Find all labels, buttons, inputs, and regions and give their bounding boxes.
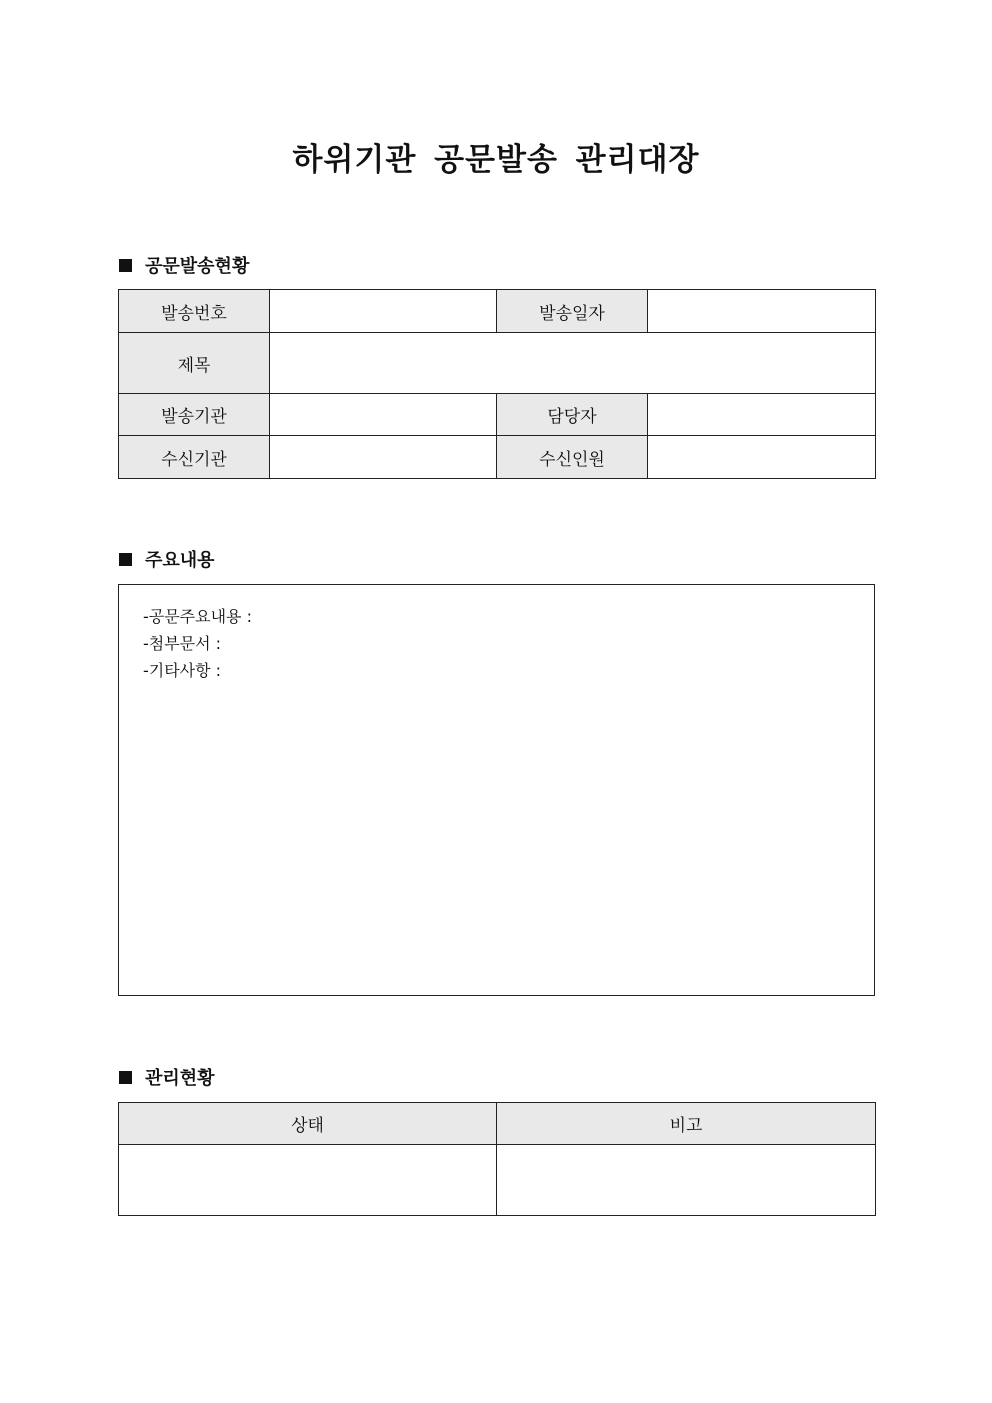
subject-field[interactable] [270,333,876,394]
manager-label: 담당자 [497,394,648,436]
dispatch-table [118,289,876,479]
content-line-attachment: -첨부문서 : [143,634,222,653]
status-column-header: 상태 [119,1103,497,1145]
section-heading-dispatch [119,253,249,277]
content-lines [143,603,252,684]
square-bullet-icon [119,259,132,272]
subject-label: 제목 [119,333,270,394]
receiver-org-field[interactable] [270,436,497,479]
square-bullet-icon [119,1071,132,1084]
content-box[interactable] [118,584,875,996]
manager-field[interactable] [648,394,876,436]
document-title: 하위기관 공문발송 관리대장 [292,142,700,178]
send-no-label: 발송번호 [119,290,270,333]
management-table [118,1102,876,1216]
square-bullet-icon [119,553,132,566]
table-row [119,1103,876,1145]
table-row [119,1145,876,1216]
content-line-etc: -기타사항 : [143,661,222,680]
table-row [119,333,876,394]
receiver-count-field[interactable] [648,436,876,479]
section-heading-text: 공문발송현황 [145,256,250,277]
section-heading-content [119,547,215,571]
sender-org-label: 발송기관 [119,394,270,436]
sender-org-field[interactable] [270,394,497,436]
receiver-org-label: 수신기관 [119,436,270,479]
table-row [119,436,876,479]
send-date-label: 발송일자 [497,290,648,333]
receiver-count-label: 수신인원 [497,436,648,479]
table-row [119,290,876,333]
remarks-column-header: 비고 [497,1103,876,1145]
send-date-field[interactable] [648,290,876,333]
remarks-field[interactable] [497,1145,876,1216]
content-line-main: -공문주요내용 : [143,607,252,626]
section-heading-text: 주요내용 [145,550,215,571]
send-no-field[interactable] [270,290,497,333]
section-heading-management [119,1065,215,1089]
section-heading-text: 관리현황 [145,1068,215,1089]
status-field[interactable] [119,1145,497,1216]
table-row [119,394,876,436]
